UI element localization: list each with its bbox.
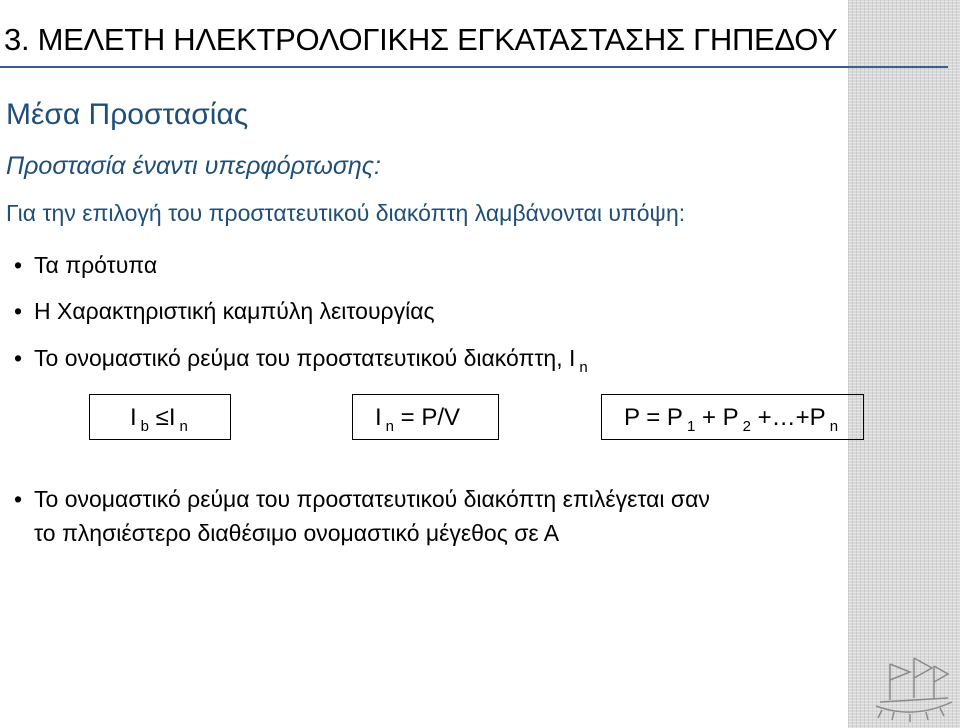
bullet-dot: •	[14, 345, 23, 371]
formula-text: P = P	[624, 404, 683, 431]
formula-text: I	[375, 404, 382, 431]
formula-text: ≤I	[149, 404, 176, 431]
bullet-dot: •	[14, 298, 23, 324]
bullet-text: Τα πρότυπα	[34, 252, 158, 278]
formula-box-total-power	[601, 394, 864, 440]
formula-box-nominal-current	[352, 394, 499, 440]
bullet-text: Η Χαρακτηριστική καμπύλη λειτουργίας	[34, 298, 435, 324]
formula-box-current-condition	[89, 394, 231, 440]
bullet-text: Το ονομαστικό ρεύμα του προστατευτικού διακόπτη, I	[34, 345, 576, 371]
bullet-dot: •	[14, 252, 23, 278]
bullet-item-final	[14, 482, 710, 550]
title-underline	[0, 66, 948, 68]
subscript: 1	[686, 418, 696, 435]
bullet-text-line2: το πλησιέστερο διαθέσιμο ονομαστικό μέγεθος σε Α	[34, 520, 560, 546]
bullet-item	[14, 252, 157, 279]
subscript: n	[579, 359, 588, 376]
formula-text: +…+P	[750, 404, 826, 431]
bullet-text-line1: Το ονομαστικό ρεύμα του προστατευτικού διακόπτη επιλέγεται σαν	[34, 486, 710, 512]
intro-text: Για την επιλογή του προστατευτικού διακόπτη λαμβάνονται υπόψη:	[6, 200, 686, 226]
section-heading: Μέσα Προστασίας	[6, 98, 249, 131]
subscript: b	[140, 418, 150, 435]
subscript: n	[829, 418, 839, 435]
formula-text: + P	[695, 404, 739, 431]
formula-text: I	[130, 404, 137, 431]
subscript: 2	[742, 418, 751, 435]
slide-title: 3. ΜΕΛΕΤΗ ΗΛΕΚΤΡΟΛΟΓΙΚΗΣ ΕΓΚΑΤΑΣΤΑΣΗΣ ΓΗΠΕΔΟΥ	[4, 22, 838, 57]
ship-logo-icon	[870, 650, 956, 722]
section-subheading: Προστασία έναντι υπερφόρτωσης:	[6, 152, 381, 180]
decorative-side-strip	[848, 0, 960, 728]
formula-text: = P/V	[394, 404, 461, 431]
bullet-dot: •	[14, 486, 23, 512]
bullet-item	[14, 298, 435, 325]
subscript: n	[385, 418, 395, 435]
subscript: n	[179, 418, 188, 435]
bullet-item	[14, 345, 588, 376]
